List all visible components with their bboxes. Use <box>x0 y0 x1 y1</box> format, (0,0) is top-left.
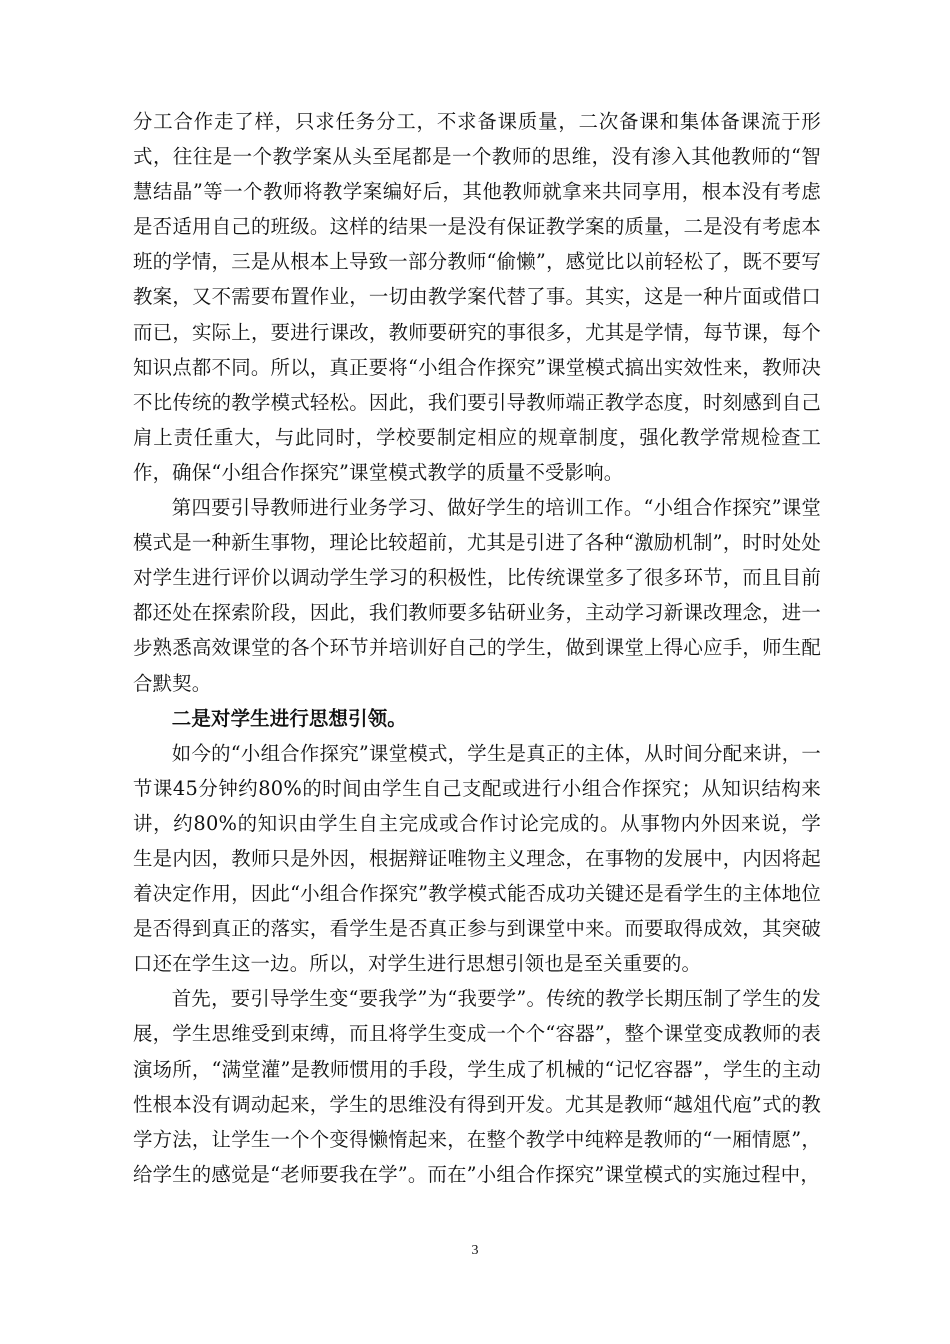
paragraph-want-to-learn: 首先，要引导学生变“要我学”为“我要学”。传统的教学长期压制了学生的发展，学生思维受到束缚，而且将学生变成一个个“容器”，整个课堂变成教师的表演场所，“满堂灌”是教师惯用的手段，学生成了机械的“记忆容器”，学生的主动性根本没有调动起来，学生的思维没有得到开发。尤其是教师“越俎代庖”式的教学方法，让学生一个个变得懒惰起来，在整个教学中纯粹是教师的“一厢情愿”，给学生的感觉是“老师要我在学”。而在”小组合作探究”课堂模式的实施过程中， <box>133 987 821 1186</box>
paragraph-division-of-labor: 分工合作走了样，只求任务分工，不求备课质量，二次备课和集体备课流于形式，往往是一个教学案从头至尾都是一个教师的思维，没有渗入其他教师的“智慧结晶”等一个教师将教学案编好后，其他教师就拿来共同享用，根本没有考虑是否适用自己的班级。这样的结果一是没有保证教学案的质量，二是没有考虑本班的学情，三是从根本上导致一部分教师“偷懒”，感觉比以前轻松了，既不要写教案，又不需要布置作业，一切由教学案代替了事。其实，这是一种片面或借口而已，实际上，要进行课改，教师要研究的事很多，尤其是学情，每节课，每个知识点都不同。所以，真正要将“小组合作探究”课堂模式搞出实效性来，教师决不比传统的教学模式轻松。因此，我们要引导教师端正教学态度，时刻感到自己肩上责任重大，与此同时，学校要制定相应的规章制度，强化教学常规检查工作，确保“小组合作探究”课堂模式教学的质量不受影响。 <box>133 110 821 484</box>
document-body <box>133 104 821 1192</box>
section-heading-student-guidance: 二是对学生进行思想引领。 <box>171 706 407 730</box>
paragraph-student-subject: 如今的“小组合作探究”课堂模式，学生是真正的主体，从时间分配来讲，一节课45分钟约80%的时间由学生自己支配或进行小组合作探究；从知识结构来讲，约80%的知识由学生自主完成或合作讨论完成的。从事物内外因来说，学生是内因，教师只是外因，根据辩证唯物主义理念，在事物的发展中，内因将起着决定作用，因此“小组合作探究”教学模式能否成功关键还是看学生的主体地位是否得到真正的落实，看学生是否真正参与到课堂中来。而要取得成效，其突破口还在学生这一边。所以，对学生进行思想引领也是至关重要的。 <box>133 741 821 976</box>
paragraph-teacher-training: 第四要引导教师进行业务学习、做好学生的培训工作。“小组合作探究”课堂模式是一种新生事物，理论比较超前，尤其是引进了各种“激励机制”，时时处处对学生进行评价以调动学生学习的积极性，比传统课堂多了很多环节，而且目前都还处在探索阶段，因此，我们教师要多钻研业务，主动学习新课改理念，进一步熟悉高效课堂的各个环节并培训好自己的学生，做到课堂上得心应手，师生配合默契。 <box>133 496 821 695</box>
page-number: 3 <box>471 1243 479 1258</box>
